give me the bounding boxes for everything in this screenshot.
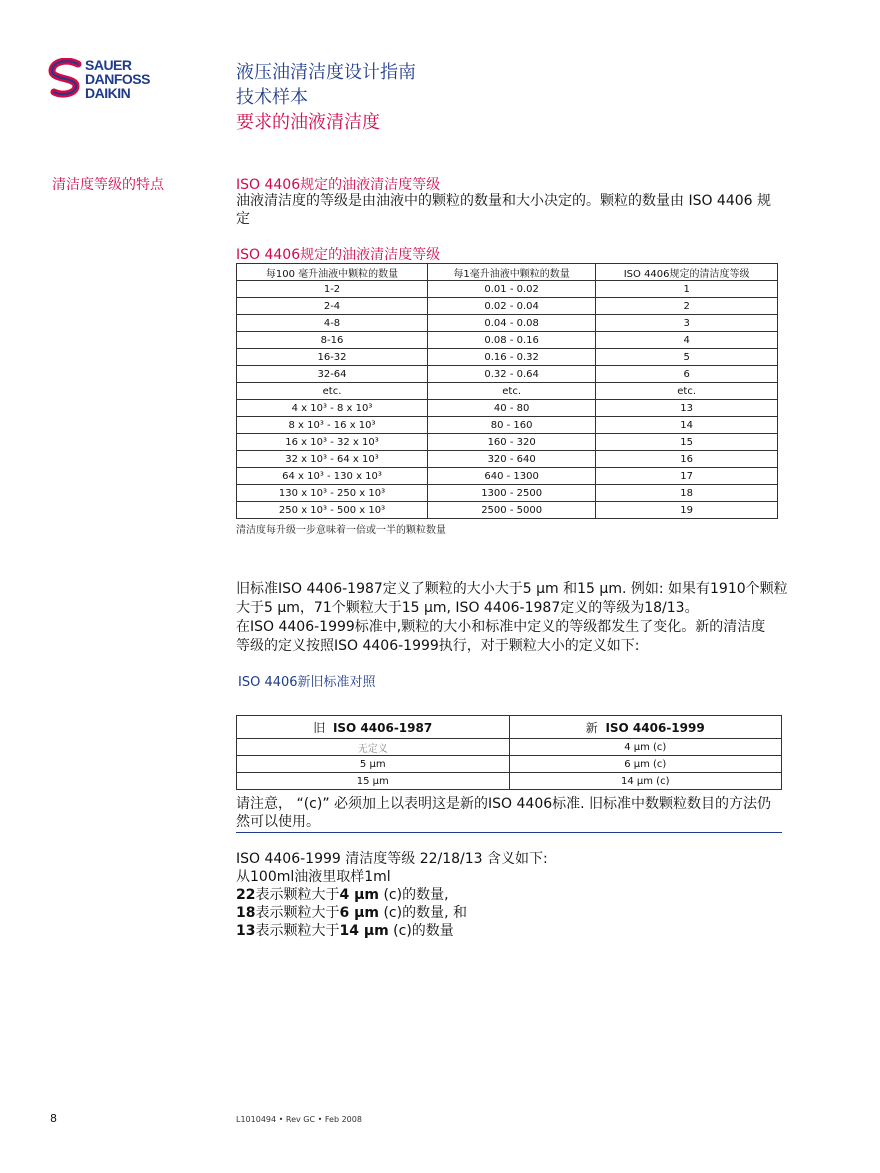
table-cell: 160 - 320 [428,434,596,451]
para2-line1: 旧标准ISO 4406-1987定义了颗粒的大小大于5 μm 和15 μm. 例如: 如果有1910个颗粒 [236,581,788,597]
page-number: 8 [50,1112,57,1125]
table-cell: 3 [596,315,778,332]
table-cell: 8 x 10³ - 16 x 10³ [237,417,428,434]
table-row [237,451,778,468]
doc-title: 液压油清洁度设计指南 [236,62,416,83]
section-title: 要求的油液清洁度 [236,112,380,133]
table-cell: 8-16 [237,332,428,349]
old-standard: ISO 4406-1987 [332,720,433,735]
table-cell: 4-8 [237,315,428,332]
para2-line4: 等级的定义按照ISO 4406-1999执行，对于颗粒大小的定义如下: [236,638,640,654]
table-row [237,434,778,451]
table-cell: 1-2 [237,281,428,298]
level-18: 18 [236,905,256,921]
example-text: (c)的数量 [388,923,454,939]
example-line2: 从100ml油液里取样1ml [236,869,391,885]
table-cell: 5 μm [237,756,510,773]
size-value: 6 μm [339,905,379,921]
size-value: 14 μm [339,923,389,939]
doc-subtitle: 技术样本 [236,87,308,108]
cleanliness-table [236,263,778,519]
table-row [237,315,778,332]
table-cell: 18 [596,485,778,502]
table-cell: 5 [596,349,778,366]
table-cell: etc. [428,383,596,400]
table-cell: etc. [237,383,428,400]
col-header: 每100 毫升油液中颗粒的数量 [237,264,428,281]
table-cell: 2500 - 5000 [428,502,596,519]
doc-reference: L1010494 • Rev GC • Feb 2008 [236,1115,362,1124]
table-cell: 1 [596,281,778,298]
example-text: 表示颗粒大于 [255,887,340,903]
table-cell: 13 [596,400,778,417]
table-cell: 16 [596,451,778,468]
level-22: 22 [236,887,256,903]
table-cell: 14 μm (c) [509,773,782,790]
para2-line2: 大于5 μm，71个颗粒大于15 μm, ISO 4406-1987定义的等级为18/13。 [236,600,699,616]
table-row [237,349,778,366]
para2-line3: 在ISO 4406-1999标准中,颗粒的大小和标准中定义的等级都发生了变化。新的清洁度 [236,619,766,635]
divider [236,832,782,833]
table-cell: 250 x 10³ - 500 x 10³ [237,502,428,519]
table-cell: 130 x 10³ - 250 x 10³ [237,485,428,502]
table-cell: 17 [596,468,778,485]
col-header-old [237,716,510,739]
table-header-row [237,716,782,739]
table-cell: 无定义 [237,739,510,756]
example-line1: ISO 4406-1999 清洁度等级 22/18/13 含义如下: [236,851,548,867]
sauer-danfoss-s-icon [48,58,84,100]
size-value: 4 μm [339,887,379,903]
table1-caption: ISO 4406规定的油液清洁度等级 [236,247,441,263]
example-line3 [236,886,449,904]
table-row [237,773,782,790]
table-cell: 16 x 10³ - 32 x 10³ [237,434,428,451]
table-row [237,756,782,773]
table-header-row [237,264,778,281]
logo-line-3: DAIKIN [85,85,131,101]
table-cell: 80 - 160 [428,417,596,434]
table-cell: 15 [596,434,778,451]
table-cell: 1300 - 2500 [428,485,596,502]
table-cell: 640 - 1300 [428,468,596,485]
new-standard: ISO 4406-1999 [605,720,705,735]
table-cell: 4 μm (c) [509,739,782,756]
table-row [237,417,778,434]
table-cell: etc. [596,383,778,400]
table-cell: 6 μm (c) [509,756,782,773]
level-13: 13 [236,923,256,939]
example-line5 [236,922,454,940]
example-line4 [236,904,467,922]
table-cell: 6 [596,366,778,383]
table-cell: 4 x 10³ - 8 x 10³ [237,400,428,417]
table-row [237,298,778,315]
table-row [237,281,778,298]
table-row [237,332,778,349]
example-text: 表示颗粒大于 [255,905,340,921]
iso-compare-table [236,715,782,790]
table-cell: 4 [596,332,778,349]
example-text: (c)的数量, [379,887,449,903]
table-cell: 0.32 - 0.64 [428,366,596,383]
col-header: ISO 4406规定的清洁度等级 [596,264,778,281]
table-cell: 0.01 - 0.02 [428,281,596,298]
table-row [237,468,778,485]
table-cell: 32 x 10³ - 64 x 10³ [237,451,428,468]
table-cell: 16-32 [237,349,428,366]
old-prefix: 旧 [313,720,326,735]
table-cell: 2-4 [237,298,428,315]
table-cell: 15 μm [237,773,510,790]
table-row [237,400,778,417]
example-text: (c)的数量, 和 [379,905,467,921]
table-cell: 0.02 - 0.04 [428,298,596,315]
table-cell: 32-64 [237,366,428,383]
example-text: 表示颗粒大于 [255,923,340,939]
table-cell: 19 [596,502,778,519]
section1-text: 油液清洁度的等级是由油液中的颗粒的数量和大小决定的。颗粒的数量由 ISO 4406 规定 [236,193,772,227]
table-cell: 320 - 640 [428,451,596,468]
table-cell: 0.16 - 0.32 [428,349,596,366]
company-logo [48,58,168,104]
col-header: 每1毫升油液中颗粒的数量 [428,264,596,281]
logo-line-2: DANFOSS [85,71,150,87]
table-cell: 0.04 - 0.08 [428,315,596,332]
sidebar-heading: 清洁度等级的特点 [52,177,164,193]
new-prefix: 新 [585,720,598,735]
table-cell: 64 x 10³ - 130 x 10³ [237,468,428,485]
table-cell: 2 [596,298,778,315]
table1-note: 清洁度每升级一步意味着一倍或一半的颗粒数量 [236,525,446,536]
logo-line-1: SAUER [85,57,132,73]
table-row [237,485,778,502]
table2-note-line2: 然可以使用。 [236,814,320,830]
table2-caption: ISO 4406新旧标准对照 [238,675,376,690]
table-cell: 0.08 - 0.16 [428,332,596,349]
table2-note-line1: 请注意， “(c)” 必须加上以表明这是新的ISO 4406标准. 旧标准中数颗粒数目的方法仍 [236,796,772,812]
table-row [237,366,778,383]
table-cell: 14 [596,417,778,434]
table-row [237,383,778,400]
section1-heading: ISO 4406规定的油液清洁度等级 [236,177,441,193]
table-cell: 40 - 80 [428,400,596,417]
table-row [237,502,778,519]
col-header-new [509,716,782,739]
table-row [237,739,782,756]
